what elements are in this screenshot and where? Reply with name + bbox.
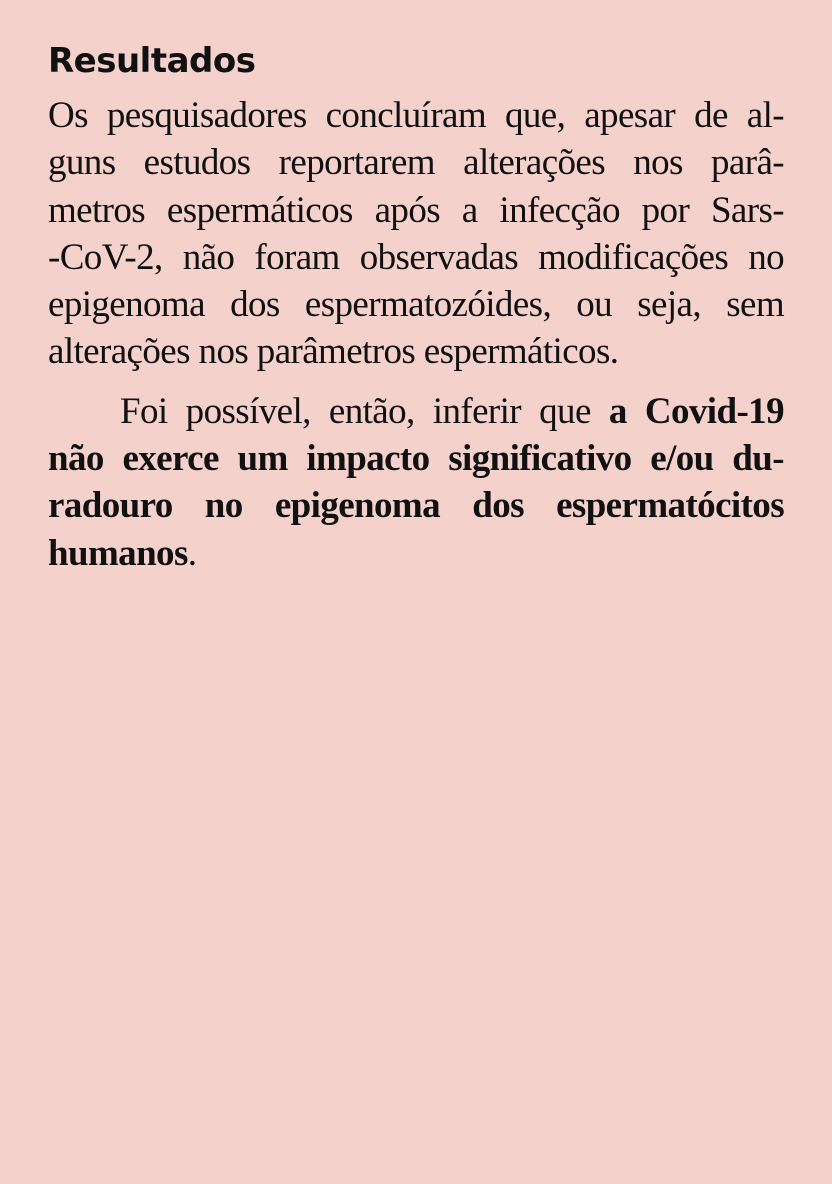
text-line (48, 388, 784, 435)
text-line: -CoV-2, não foram observadas modificações no (48, 236, 784, 278)
paragraph-conclusion (48, 388, 784, 577)
emphasis-line: não exerce um impacto significativo e/ou du- (48, 438, 784, 480)
section-heading: Resultados (48, 41, 256, 81)
text-line: Os pesquisadores concluíram que, apesar de al- (48, 95, 784, 136)
emphasis-line: radouro no epigenoma dos espermatócitos (48, 485, 784, 527)
emphasis-text: humanos (48, 532, 188, 574)
text-line: alterações nos parâmetros espermáticos. (48, 331, 619, 373)
results-section (48, 38, 784, 577)
regular-text: Foi possível, então, inferir que (120, 390, 609, 432)
text-line: metros espermáticos após a infecção por Sars- (48, 189, 784, 231)
paragraph-findings (48, 92, 784, 376)
regular-text: . (187, 532, 197, 574)
text-line: epigenoma dos espermatozóides, ou seja, sem (48, 284, 784, 326)
text-line (48, 530, 784, 577)
emphasis-text: a Covid-19 (608, 390, 784, 432)
text-line: guns estudos reportarem alterações nos parâ- (48, 142, 784, 184)
